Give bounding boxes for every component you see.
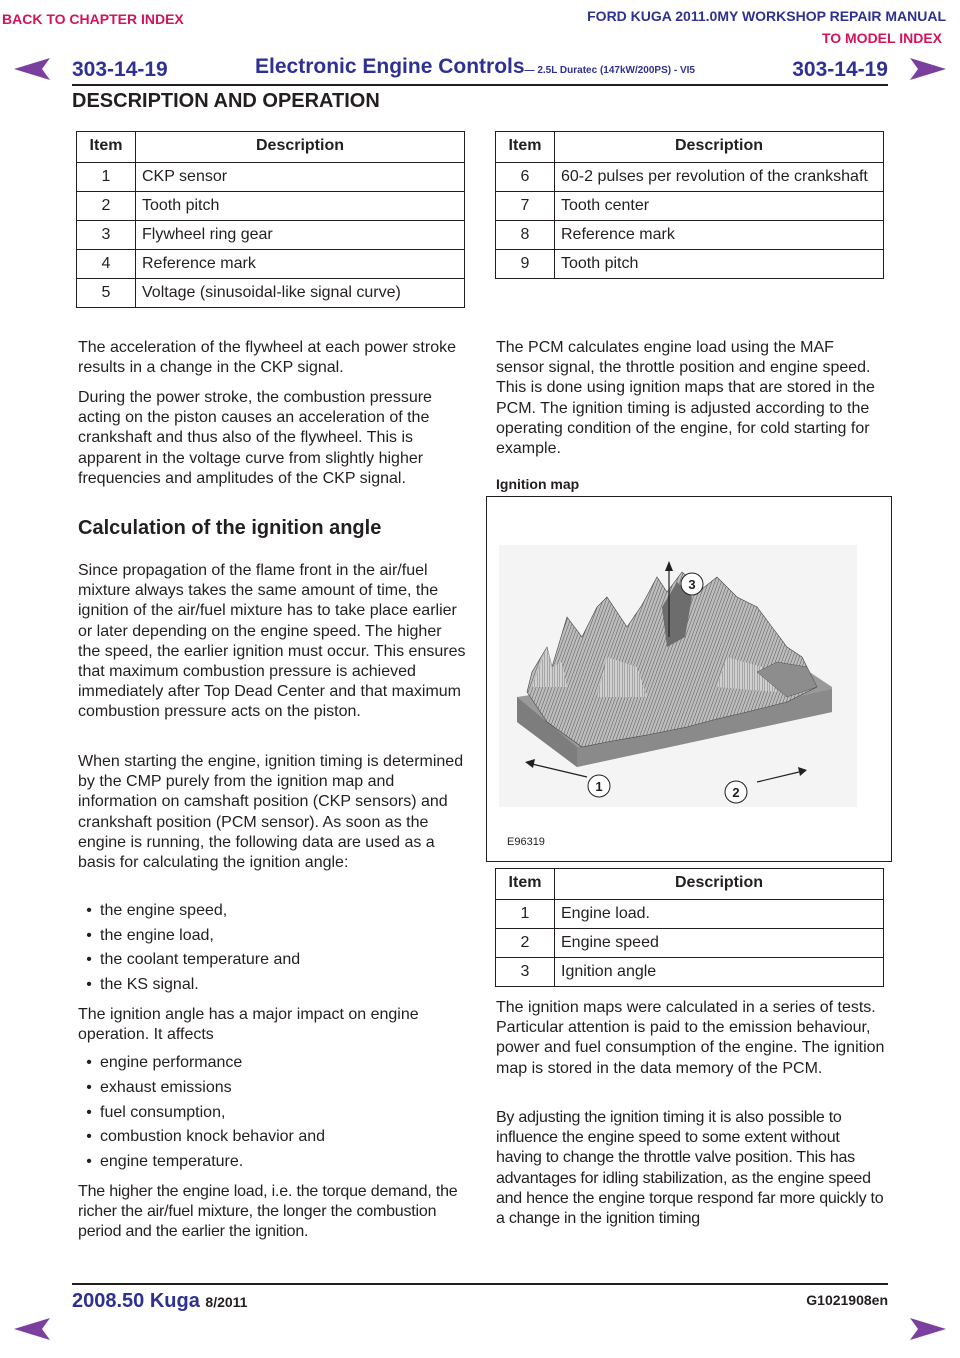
list-item: • the engine load, xyxy=(86,927,214,944)
table-header-row xyxy=(496,132,884,163)
item-number: 2 xyxy=(77,192,136,221)
callout-2-label: 2 xyxy=(732,785,740,800)
table-row xyxy=(77,192,465,221)
item-description: CKP sensor xyxy=(136,163,465,192)
back-to-chapter-index-link[interactable]: BACK TO CHAPTER INDEX xyxy=(2,11,184,27)
previous-page-arrow-icon[interactable] xyxy=(12,56,52,82)
header-rule xyxy=(72,84,888,86)
pulse-items-table xyxy=(495,131,884,279)
item-number: 1 xyxy=(496,900,555,929)
item-description: 60-2 pulses per revolution of the crankshaft xyxy=(555,163,884,192)
chapter-title xyxy=(255,55,695,79)
section-title: DESCRIPTION AND OPERATION xyxy=(72,90,380,112)
list-item-text: fuel consumption, xyxy=(100,1104,226,1121)
table-row xyxy=(77,250,465,279)
manual-title: FORD KUGA 2011.0MY WORKSHOP REPAIR MANUAL xyxy=(587,8,946,24)
item-number: 4 xyxy=(77,250,136,279)
table-row xyxy=(496,900,884,929)
callout-1-label: 1 xyxy=(595,779,603,794)
next-page-arrow-icon[interactable] xyxy=(908,56,948,82)
item-description: Engine load. xyxy=(555,900,884,929)
chapter-title-text: Electronic Engine Controls xyxy=(255,55,525,78)
table-row xyxy=(496,958,884,987)
item-column-header: Item xyxy=(496,132,555,163)
item-number: 7 xyxy=(496,192,555,221)
item-column-header: Item xyxy=(77,132,136,163)
list-item-text: the coolant temperature and xyxy=(100,951,301,968)
paragraph-starting-engine: When starting the engine, ignition timing is determined by the CMP purely from the ignition map and information on camshaft position (CKP sensors) and crankshaft position (PCM sensor). As soon as the engine is running, the following data are used as a basis for calculating the ignition angle: xyxy=(78,753,464,872)
list-item: • fuel consumption, xyxy=(86,1104,226,1121)
description-column-header: Description xyxy=(136,132,465,163)
to-model-index-link[interactable]: TO MODEL INDEX xyxy=(821,30,942,46)
page-number-left: 303-14-19 xyxy=(72,58,168,81)
list-item-text: the KS signal. xyxy=(100,976,199,993)
item-number: 3 xyxy=(77,221,136,250)
table-row xyxy=(77,279,465,308)
description-column-header: Description xyxy=(555,132,884,163)
heading-ignition-angle: Calculation of the ignition angle xyxy=(78,517,382,539)
previous-page-bottom-arrow-icon[interactable] xyxy=(12,1316,52,1342)
item-description: Ignition angle xyxy=(555,958,884,987)
footer-date: 8/2011 xyxy=(205,1294,248,1310)
item-description: Reference mark xyxy=(555,221,884,250)
list-item-text: engine performance xyxy=(100,1054,243,1071)
ignition-map-illustration xyxy=(487,497,891,861)
item-number: 8 xyxy=(496,221,555,250)
table-header-row xyxy=(77,132,465,163)
table-row xyxy=(496,192,884,221)
table-row xyxy=(496,221,884,250)
list-item-text: the engine speed, xyxy=(100,902,228,919)
list-item: • the coolant temperature and xyxy=(86,951,301,968)
next-page-bottom-arrow-icon[interactable] xyxy=(908,1316,948,1342)
paragraph-ignition-maps-tests: The ignition maps were calculated in a series of tests. Particular attention is paid to the emission behaviour, power and fuel consumption of the engine. The ignition map is stored in the data memory of the PCM. xyxy=(496,999,885,1077)
item-description: Flywheel ring gear xyxy=(136,221,465,250)
table-row xyxy=(496,250,884,279)
list-item: • engine performance xyxy=(86,1054,243,1071)
paragraph-power-stroke: During the power stroke, the combustion pressure acting on the piston causes an acceleration of the crankshaft and thus also of the flywheel. This is apparent in the voltage curve from slightly higher frequencies and amplitudes of the CKP signal. xyxy=(78,389,432,487)
item-number: 1 xyxy=(77,163,136,192)
item-column-header: Item xyxy=(496,869,555,900)
callout-2 xyxy=(725,781,747,803)
footer-rule xyxy=(72,1283,888,1285)
list-item-text: combustion knock behavior and xyxy=(100,1128,326,1145)
table-row xyxy=(496,163,884,192)
footer-model xyxy=(72,1290,247,1313)
item-number: 5 xyxy=(77,279,136,308)
callout-3-label: 3 xyxy=(688,577,696,592)
item-description: Voltage (sinusoidal-like signal curve) xyxy=(136,279,465,308)
list-item: • combustion knock behavior and xyxy=(86,1128,326,1145)
ckp-items-table xyxy=(76,131,465,308)
item-description: Tooth pitch xyxy=(136,192,465,221)
list-item: • the KS signal. xyxy=(86,976,199,993)
item-description: Engine speed xyxy=(555,929,884,958)
ignition-map-figure xyxy=(486,496,892,862)
list-item: • engine temperature. xyxy=(86,1153,244,1170)
chapter-subtitle: — 2.5L Duratec (147kW/200PS) - VI5 xyxy=(524,65,695,76)
description-column-header: Description xyxy=(555,869,884,900)
item-number: 9 xyxy=(496,250,555,279)
item-number: 2 xyxy=(496,929,555,958)
footer-code: G1021908en xyxy=(806,1292,888,1308)
paragraph-adjusting-timing: By adjusting the ignition timing it is also possible to influence the engine speed to some extent without having to change the throttle valve position. This has advantages for idling stabilization, as the engine speed and hence the engine torque respond far more quickly to a change in the ignition timing xyxy=(496,1109,884,1228)
callout-1 xyxy=(588,775,610,797)
list-item: • exhaust emissions xyxy=(86,1079,232,1096)
table-header-row xyxy=(496,869,884,900)
paragraph-flame-propagation: Since propagation of the flame front in the air/fuel mixture always takes the same amount of time, the ignition of the air/fuel mixture has to take place earlier or later depending on the engine speed. The higher the speed, the earlier ignition must occur. This ensures that maximum combustion pressure is achieved immediately after Top Dead Center and that maximum combustion pressure acts on the piston. xyxy=(78,562,466,721)
item-description: Tooth center xyxy=(555,192,884,221)
table-row xyxy=(496,929,884,958)
list-item-text: exhaust emissions xyxy=(100,1079,232,1096)
item-number: 6 xyxy=(496,163,555,192)
page-number-right: 303-14-19 xyxy=(792,58,888,81)
table-row xyxy=(77,221,465,250)
item-description: Tooth pitch xyxy=(555,250,884,279)
list-item-text: engine temperature. xyxy=(100,1153,244,1170)
table-row xyxy=(77,163,465,192)
item-description: Reference mark xyxy=(136,250,465,279)
figure-id: E96319 xyxy=(507,836,545,848)
figure-caption: Ignition map xyxy=(496,476,580,492)
item-number: 3 xyxy=(496,958,555,987)
paragraph-engine-load: The higher the engine load, i.e. the torque demand, the richer the air/fuel mixture, the longer the combustion period and the earlier the ignition. xyxy=(78,1183,458,1241)
footer-model-text: 2008.50 Kuga xyxy=(72,1290,200,1312)
ignition-map-items-table xyxy=(495,868,884,987)
callout-3 xyxy=(681,573,703,595)
paragraph-pcm-load: The PCM calculates engine load using the MAF sensor signal, the throttle position and engine speed. This is done using ignition maps that are stored in the PCM. The ignition timing is adjusted according to the operating condition of the engine, for cold starting for example. xyxy=(496,339,875,458)
paragraph-flywheel-acceleration: The acceleration of the flywheel at each power stroke results in a change in the CKP signal. xyxy=(78,339,456,377)
paragraph-ignition-impact: The ignition angle has a major impact on engine operation. It affects xyxy=(78,1006,419,1044)
list-item-text: the engine load, xyxy=(100,927,214,944)
list-item: • the engine speed, xyxy=(86,902,228,919)
